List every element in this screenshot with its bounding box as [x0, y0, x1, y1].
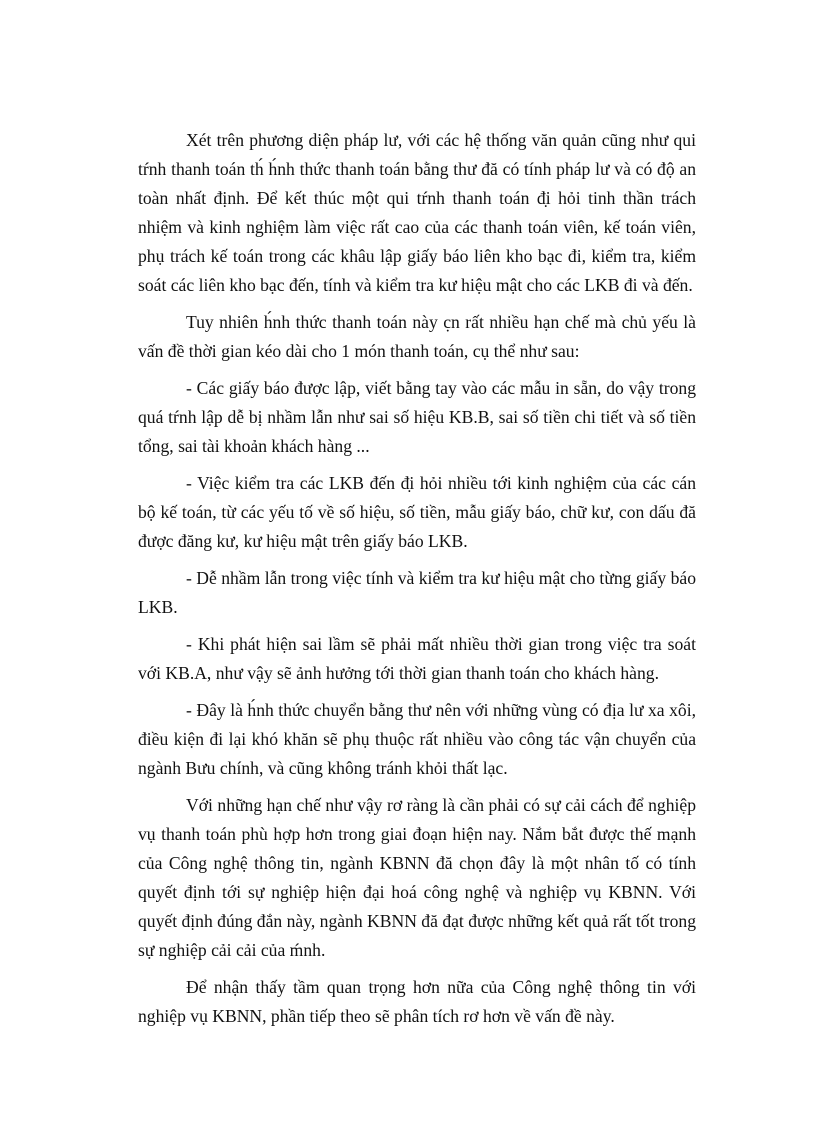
- paragraph-transition: Để nhận thấy tầm quan trọng hơn nữa của Công nghệ thông tin với nghiệp vụ KBNN, phần tiếp theo sẽ phân tích rơ hơn về vấn đề này.: [138, 977, 696, 1026]
- list-item-postal-transfer: - Đây là h́nh thức chuyển bằng thư nên với những vùng có địa lư xa xôi, điều kiện đi lại khó khăn sẽ phụ thuộc rất nhiều vào công tác vận chuyển của ngành Bưu chính, và cũng không tránh khỏi thất lạc.: [138, 700, 696, 778]
- paragraph-reform-need: Với những hạn chế như vậy rơ ràng là cần phải có sự cải cách để nghiệp vụ thanh toán phù hợp hơn trong giai đoạn hiện nay. Nắm bắt được thế mạnh của Công nghệ thông tin, ngành KBNN đă chọn đây là một nhân tố có tính quyết định tới sự nghiệp hiện đại hoá công nghệ và nghiệp vụ KBNN. Với quyết định đúng đắn này, ngành KBNN đă đạt được những kết quả rất tốt trong sự nghiệp cải cải của ḿnh.: [138, 795, 696, 960]
- document-body: [138, 126, 696, 1039]
- list-item-reconciliation-time: - Khi phát hiện sai lầm sẽ phải mất nhiều thời gian trong việc tra soát với KB.A, như vậy sẽ ảnh hưởng tới thời gian thanh toán cho khách hàng.: [138, 634, 696, 683]
- list-item-secret-code-errors: - Dễ nhầm lẫn trong việc tính và kiểm tra kư hiệu mật cho từng giấy báo LKB.: [138, 568, 696, 617]
- paragraph-legal-aspect: Xét trên phương diện pháp lư, với các hệ thống văn quản cũng như qui tŕnh thanh toán th́ h́nh thức thanh toán bằng thư đă có tính pháp lư và có độ an toàn nhất định. Để kết thúc một qui tŕnh thanh toán đ̣i hỏi tinh thần trách nhiệm và kinh nghiệm làm việc rất cao của các thanh toán viên, kế toán viên, phụ trách kế toán trong các khâu lập giấy báo liên kho bạc đi, kiểm tra, kiểm soát các liên kho bạc đến, tính và kiểm tra kư hiệu mật cho các LKB đi và đến.: [138, 130, 696, 295]
- list-item-handwritten-forms: - Các giấy báo được lập, viết bằng tay vào các mẫu in sẵn, do vậy trong quá tŕnh lập dễ bị nhầm lẫn như sai số hiệu KB.B, sai số tiền chi tiết và số tiền tổng, sai tài khoản khách hàng ...: [138, 378, 696, 456]
- list-item-verification-experience: - Việc kiểm tra các LKB đến đ̣i hỏi nhiều tới kinh nghiệm của các cán bộ kế toán, từ các yếu tố về số hiệu, số tiền, mẫu giấy báo, chữ kư, con dấu đă được đăng kư, kư hiệu mật trên giấy báo LKB.: [138, 473, 696, 551]
- paragraph-limitations-intro: Tuy nhiên h́nh thức thanh toán này c̣n rất nhiều hạn chế mà chủ yếu là vấn đề thời gian kéo dài cho 1 món thanh toán, cụ thể như sau:: [138, 312, 696, 361]
